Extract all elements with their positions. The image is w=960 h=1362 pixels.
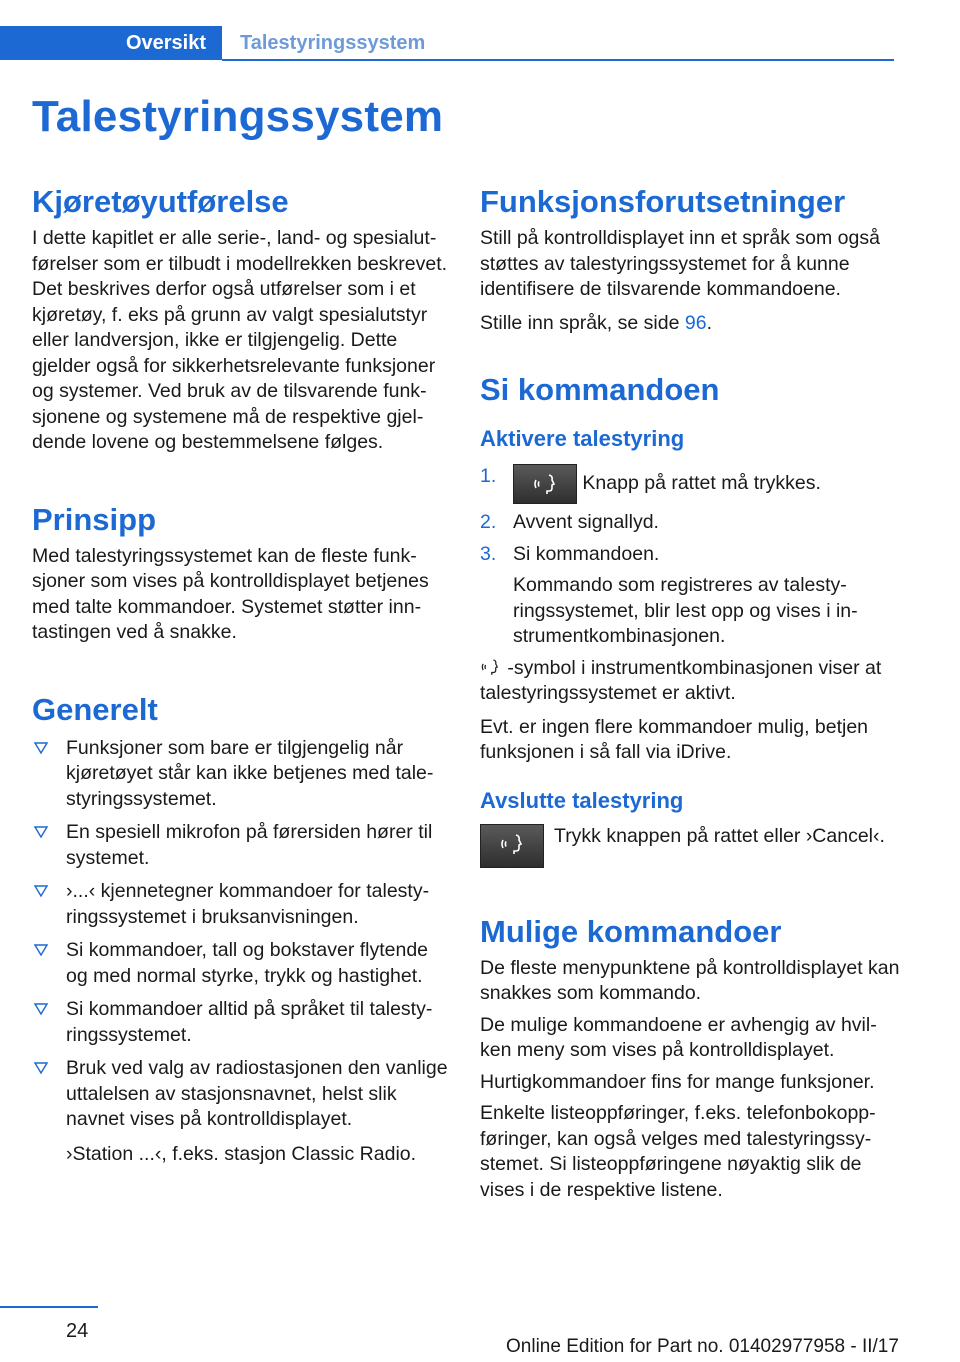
step-number: 2. <box>480 511 497 533</box>
step-number: 3. <box>480 542 497 565</box>
tab-talestyringssystem[interactable]: Talestyringssystem <box>240 31 426 54</box>
section-title-si-kommandoen: Si kommandoen <box>480 372 720 407</box>
triangle-bullet-icon <box>34 825 48 839</box>
language-reference <box>480 311 900 337</box>
triangle-bullet-icon <box>34 943 48 957</box>
tab-oversikt[interactable]: Oversikt <box>0 26 222 60</box>
triangle-bullet-icon <box>34 884 48 898</box>
step-text: Avvent signallyd. <box>513 511 659 533</box>
cancel-text: Trykk knappen på rattet eller ›Cancel‹. <box>554 824 885 847</box>
list-item <box>32 736 452 813</box>
paragraph: Enkelte listeoppføringer, f.eks. telefonbokoppføringer, kan også velges med talestyringssystemet. Si listeoppføringene nøyaktig slik de vises i de respektive listene. <box>480 1102 876 1201</box>
list-item <box>32 820 452 871</box>
step-number: 1. <box>480 465 497 487</box>
page-title: Talestyringssystem <box>32 92 444 141</box>
voice-button-image <box>513 464 577 504</box>
section-title-funksjonsforutsetninger: Funksjonsforutsetninger <box>480 184 846 219</box>
symbol-explanation-text: -symbol i instrumentkombinasjonen viser at talestyringssystemet er aktivt. <box>480 656 882 704</box>
section-title-kjoretoyutforelse: Kjøretøyutførelse <box>32 184 289 219</box>
page-header <box>0 26 894 62</box>
list-item <box>480 510 900 536</box>
generelt-list <box>32 736 452 1168</box>
page-number: 24 <box>66 1320 89 1342</box>
header-rule <box>222 59 894 61</box>
list-item <box>32 938 452 989</box>
activation-steps <box>480 464 900 650</box>
voice-command-icon <box>499 832 527 856</box>
language-reference-text: Stille inn språk, se side <box>480 311 685 334</box>
paragraph: Hurtigkommandoer fins for mange funksjoner. <box>480 1070 875 1093</box>
step-text: Knapp på rattet må trykkes. <box>582 472 821 495</box>
triangle-bullet-icon <box>34 741 48 755</box>
list-item-example: ›Station ...‹, f.eks. stasjon Classic Radio. <box>66 1142 417 1165</box>
footer-rule <box>0 1306 98 1308</box>
subsection-title-avslutte: Avslutte talestyring <box>480 787 684 813</box>
voice-command-icon <box>480 657 502 677</box>
list-item <box>32 1056 452 1167</box>
right-column <box>480 182 900 1203</box>
list-item-text: En spesiell mikrofon på førersiden hører til systemet. <box>66 821 433 869</box>
voice-command-icon <box>532 472 560 496</box>
paragraph: De mulige kommandoene er avhengig av hvilken meny som vises på kontrolldisplayet. <box>480 1013 877 1061</box>
list-item <box>480 542 900 650</box>
language-reference-period: . <box>706 311 712 334</box>
section-title-generelt: Generelt <box>32 691 158 727</box>
list-item-text: Bruk ved valg av radiostasjonen den vanlige uttalelsen av stasjonsnavnet, helst slik navnet vises på kontrolldisplayet. <box>66 1057 448 1130</box>
list-item-text: ›...‹ kjennetegner kommandoer for talestyringssystemet i bruksanvisningen. <box>66 880 430 928</box>
voice-button-image <box>480 824 544 868</box>
triangle-bullet-icon <box>34 1061 48 1075</box>
section-text-kjoretoyutforelse: I dette kapitlet er alle serie-, land- og spesialutførelser som er tilbudt i modellrekken beskrevet. Det beskrives derfor også utførelser som i et kjøretøy, f. eks på grunn av valgt spesialutstyr eller landversjon, ikke er tilgjengelig. Dette gjelder også for sikkerhetsrelevante funksjoner og systemer. Ved bruk av de tilsvarende funksjonene og systemene må de respektive gjeldende lovene og bestemmelsene følges. <box>32 227 448 453</box>
paragraph: De fleste menypunktene på kontrolldisplayet kan snakkes som kommando. <box>480 956 900 1004</box>
idrive-note: Evt. er ingen flere kommandoer mulig, betjen funksjonen i så fall via iDrive. <box>480 715 869 763</box>
step-text: Si kommandoen. <box>513 542 660 565</box>
section-text-funksjonsforutsetninger: Still på kontrolldisplayet inn et språk som også støttes av talestyringssystemet for å kunne identifisere de tilsvarende kommandoene. <box>480 227 880 300</box>
list-item <box>32 997 452 1048</box>
cancel-instruction <box>480 824 900 868</box>
list-item <box>480 464 900 504</box>
section-title-prinsipp: Prinsipp <box>32 501 157 537</box>
symbol-explanation <box>480 656 900 707</box>
left-column <box>32 182 452 1175</box>
step-description: Kommando som registreres av talestyringssystemet, blir lest opp og vises i instrumentkombinasjonen. <box>513 574 858 647</box>
edition-note: Online Edition for Part no. 01402977958 - II/17 <box>506 1336 899 1357</box>
list-item <box>32 879 452 930</box>
section-title-mulige-kommandoer: Mulige kommandoer <box>480 913 782 949</box>
page-link-96[interactable]: 96 <box>684 311 707 334</box>
triangle-bullet-icon <box>34 1002 48 1016</box>
section-text-prinsipp: Med talestyringssystemet kan de fleste funksjoner som vises på kontrolldisplayet betjenes med talte kommandoer. Systemet støtter inntastingen ved å snakke. <box>32 544 429 643</box>
subsection-title-aktivere: Aktivere talestyring <box>480 426 685 451</box>
list-item-text: Si kommandoer alltid på språket til talestyringssystemet. <box>66 998 433 1046</box>
list-item-text: Si kommandoer, tall og bokstaver flytende og med normal styrke, trykk og hastighet. <box>66 939 429 987</box>
list-item-text: Funksjoner som bare er tilgjengelig når kjøretøyet står kan ikke betjenes med talestyringssystemet. <box>66 736 434 810</box>
